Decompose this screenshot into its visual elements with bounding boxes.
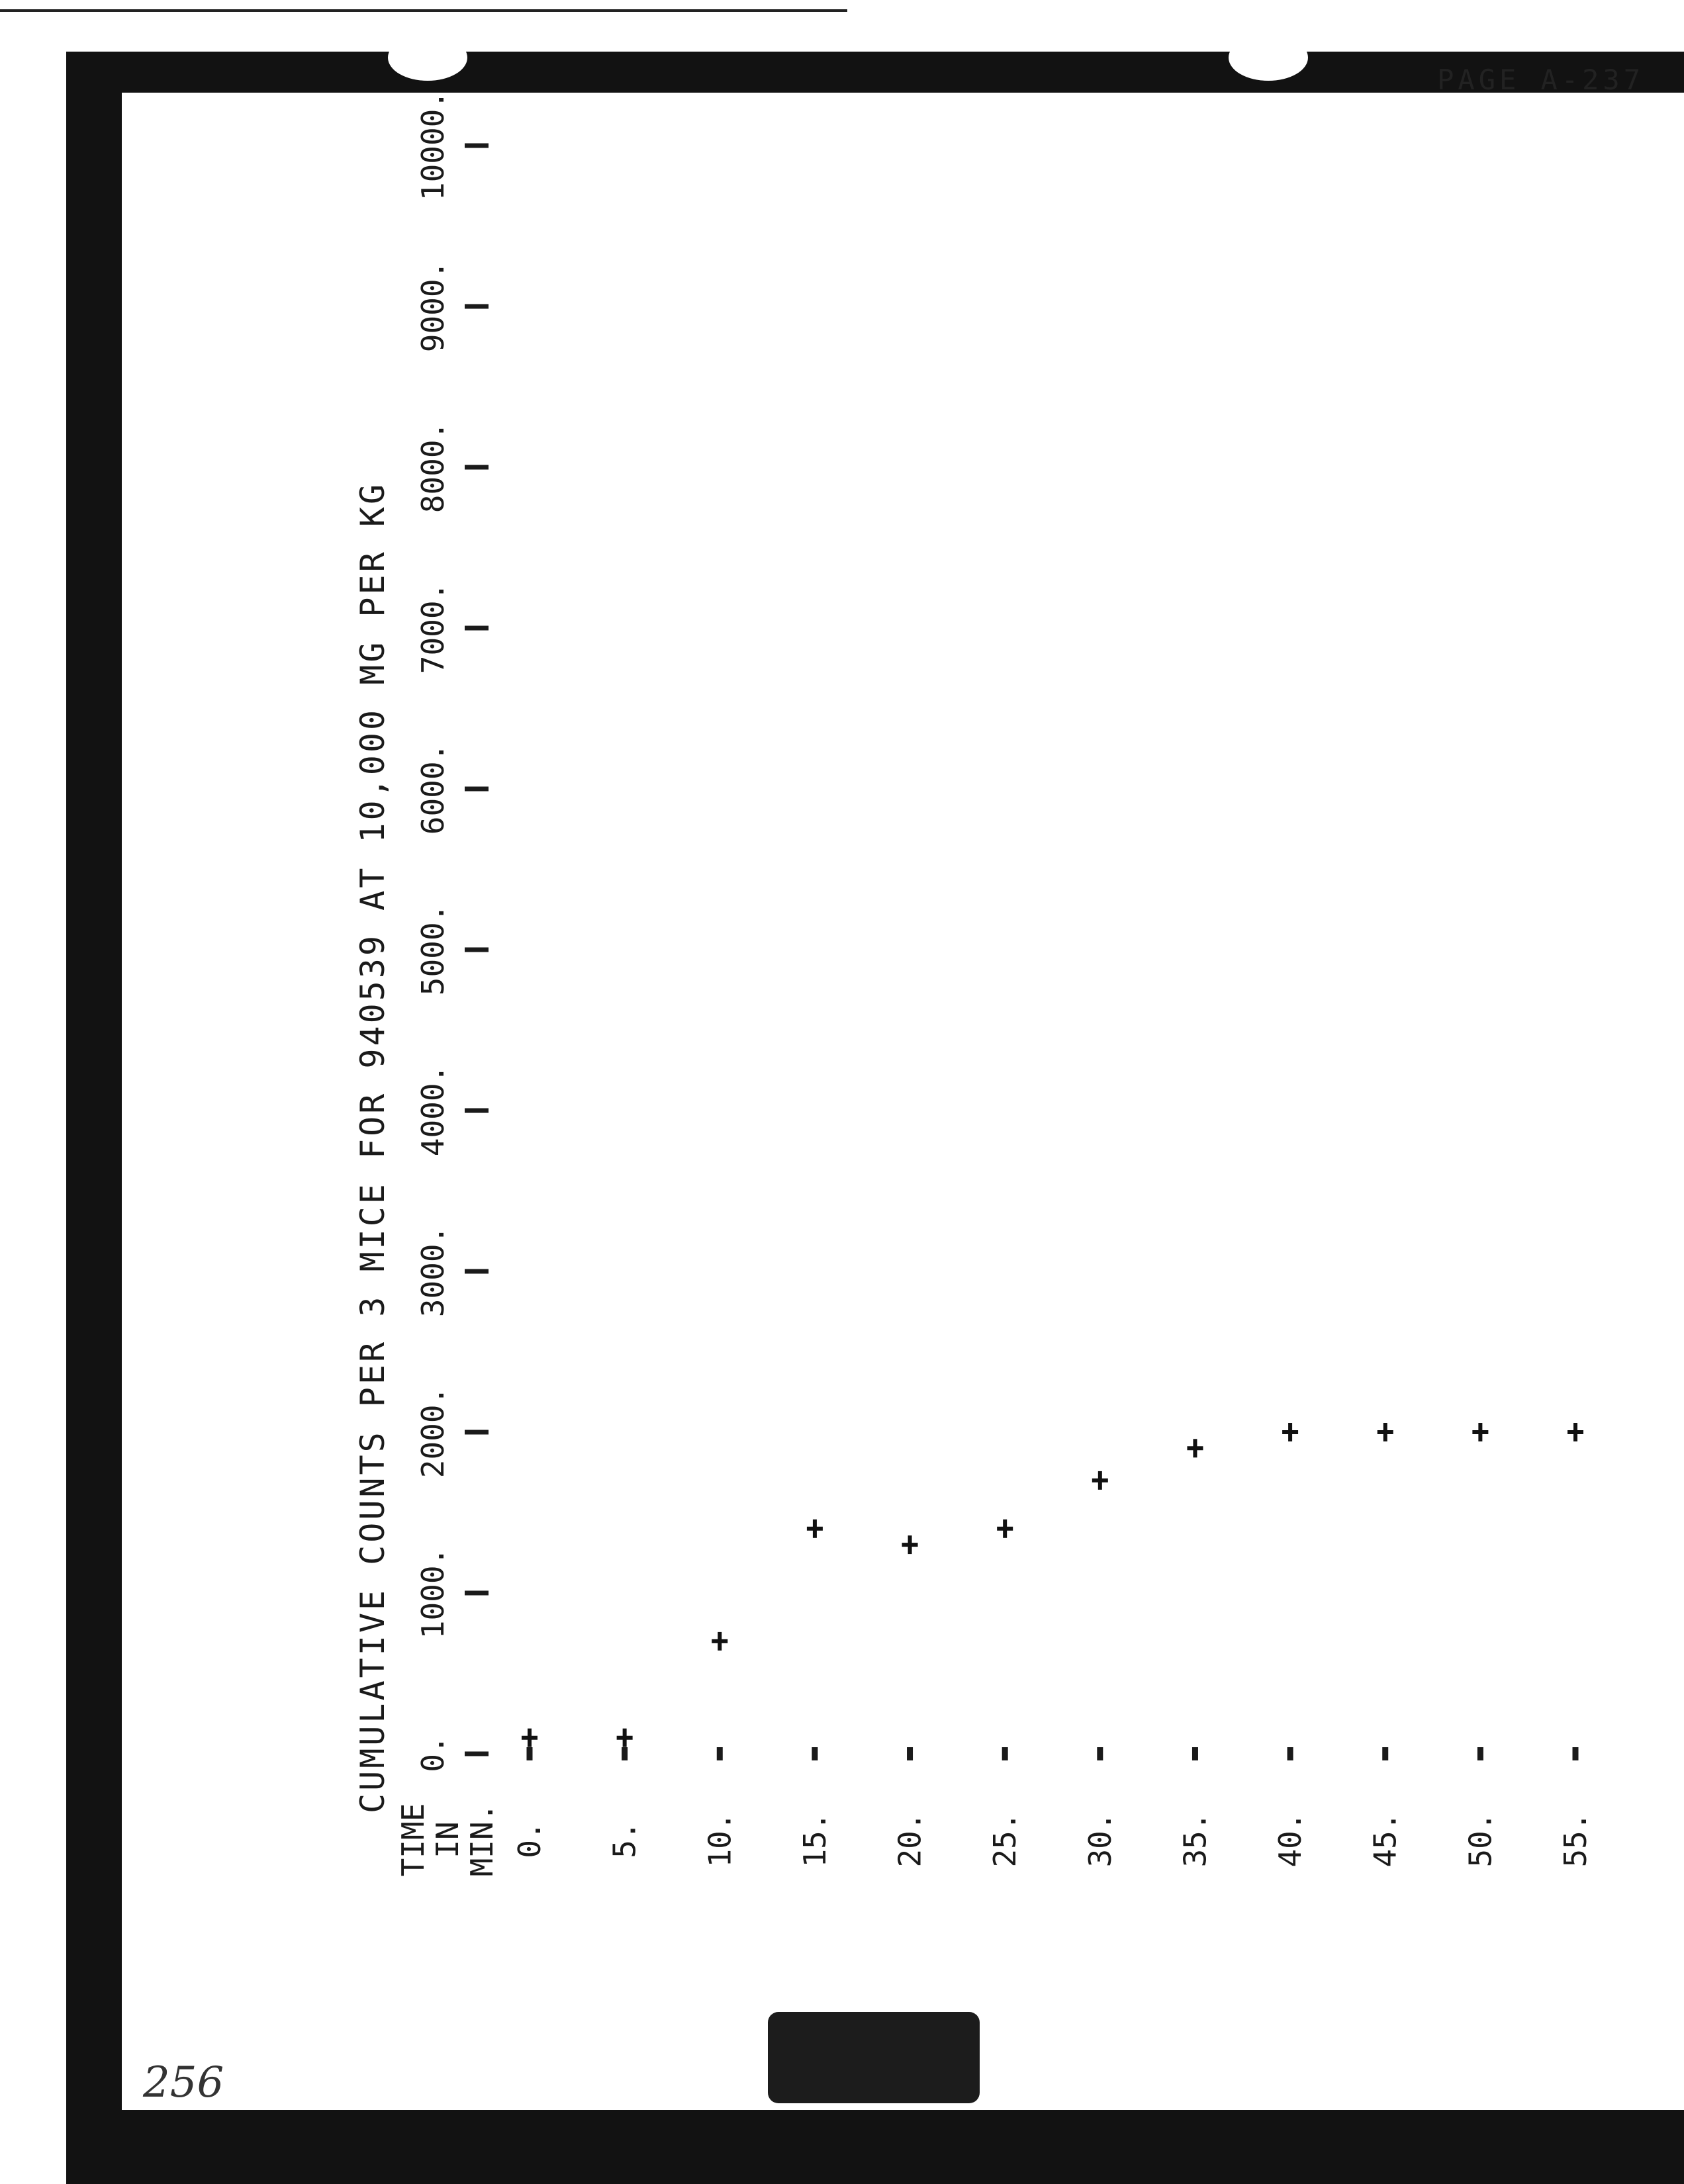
x-axis-label-line: IN	[430, 1821, 465, 1858]
x-tick-label: 55.	[1558, 1812, 1593, 1868]
data-point	[1282, 1423, 1298, 1441]
y-tick-label: 8000.	[415, 421, 451, 514]
x-tick-label: 30.	[1082, 1812, 1118, 1868]
x-tick-label: 20.	[892, 1812, 928, 1868]
data-point	[617, 1729, 633, 1747]
y-tick-label: 0.	[415, 1735, 451, 1772]
data-point	[522, 1729, 538, 1747]
data-point	[807, 1520, 823, 1538]
y-tick-label: 1000.	[415, 1547, 451, 1639]
page-label: PAGE A-237	[1437, 64, 1644, 96]
y-tick-label: 2000.	[415, 1386, 451, 1479]
y-tick-label: 3000.	[415, 1225, 451, 1318]
x-axis-ticks	[512, 1747, 1593, 1868]
y-tick-label: 4000.	[415, 1064, 451, 1157]
x-tick-label: 40.	[1272, 1812, 1309, 1868]
rotated-plot	[353, 91, 1593, 1876]
x-tick-label: 10.	[702, 1812, 738, 1868]
x-tick-label: 5.	[606, 1821, 643, 1858]
x-tick-label: 45.	[1367, 1812, 1403, 1868]
data-point	[1187, 1439, 1203, 1457]
chart-title: CUMULATIVE COUNTS PER 3 MICE FOR 940539 AT 10,000 MG PER KG	[353, 481, 392, 1813]
x-tick-label: 35.	[1177, 1812, 1213, 1868]
data-point	[1378, 1423, 1393, 1441]
y-tick-label: 10000.	[415, 90, 451, 201]
y-tick-label: 7000.	[415, 582, 451, 674]
x-tick-label: 25.	[987, 1812, 1023, 1868]
data-point	[1567, 1423, 1583, 1441]
data-point	[902, 1535, 918, 1554]
handwritten-page-number: 256	[143, 2058, 224, 2107]
x-axis-label	[395, 1803, 500, 1877]
x-tick-label: 0.	[512, 1821, 547, 1858]
y-axis-ticks	[415, 91, 489, 1772]
data-point	[997, 1520, 1013, 1538]
x-tick-label: 15.	[796, 1812, 833, 1868]
y-tick-label: 6000.	[415, 743, 451, 835]
data-points	[522, 1423, 1583, 1747]
x-tick-label: 50.	[1462, 1812, 1499, 1868]
x-axis-label-line: MIN.	[464, 1803, 500, 1877]
data-point	[712, 1632, 727, 1651]
y-tick-label: 9000.	[415, 260, 451, 353]
x-axis-label-line: TIME	[395, 1803, 431, 1877]
data-point	[1472, 1423, 1488, 1441]
y-tick-label: 5000.	[415, 903, 451, 996]
data-point	[1092, 1471, 1108, 1490]
